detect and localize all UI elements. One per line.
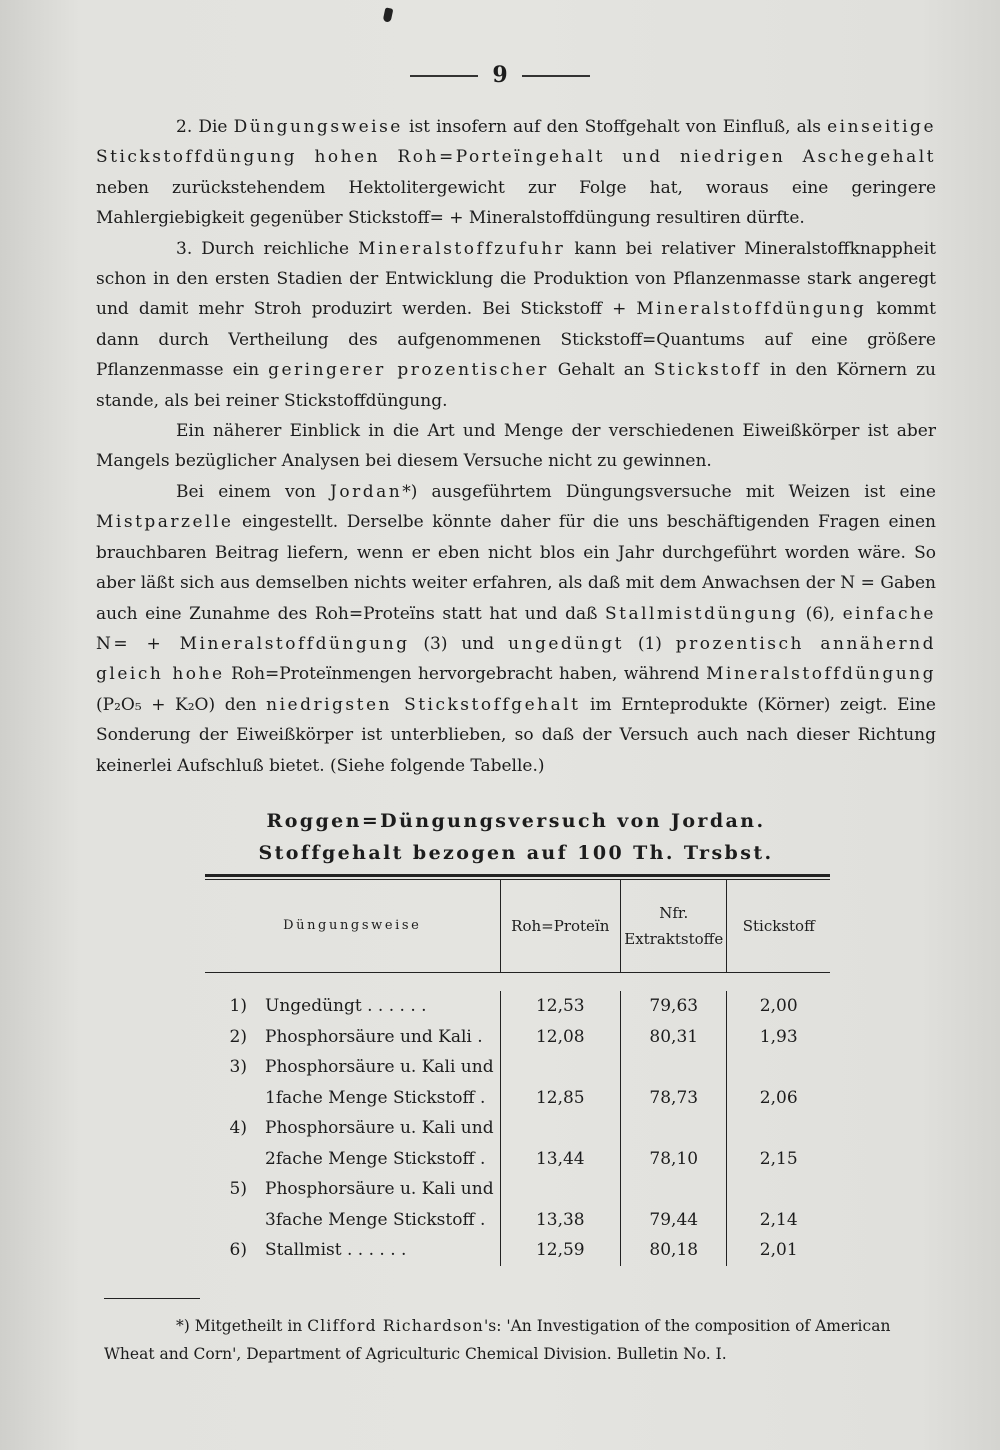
paragraph	[96, 416, 936, 477]
spaced-emphasis: niedrigsten Stickstoffgehalt	[266, 694, 581, 715]
cell-roh-protein: 13,38	[500, 1205, 620, 1236]
row-label: Phosphorsäure u. Kali und	[265, 1179, 494, 1199]
paragraph	[96, 477, 936, 781]
paragraph-text: kann bei relativer Mineralstoffknappheit schon in den ersten Stadien der Entwicklung die Produktion von Pflanzenmasse stark angeregt und damit mehr Stroh produzirt werden. Bei Stickstoff +	[96, 238, 936, 320]
table-body	[205, 973, 830, 1266]
row-number	[205, 1083, 247, 1114]
header-extraktstoffe	[620, 880, 726, 972]
paragraph-text: (1)	[623, 633, 676, 654]
table-row	[205, 1083, 830, 1114]
cell-stickstoff	[726, 1113, 830, 1144]
spaced-emphasis: Mineralstoffdüngung	[706, 664, 936, 685]
table-row	[205, 1144, 830, 1175]
cell-stickstoff: 2,01	[726, 1235, 830, 1266]
paragraph-text: Bei einem von	[176, 481, 331, 502]
table-header-row	[205, 880, 830, 973]
cell-stickstoff: 2,00	[726, 991, 830, 1022]
row-label: Phosphorsäure u. Kali und	[265, 1118, 494, 1138]
paragraph-text: *) ausgeführtem Düngungsversuche mit Weizen ist eine	[402, 481, 936, 502]
footnote-prefix: *) Mitgetheilt in	[176, 1317, 308, 1335]
table-row	[205, 1052, 830, 1083]
paragraph-text: (P₂O₅ + K₂O) den	[96, 694, 267, 715]
page-number-header	[0, 62, 1000, 88]
spaced-emphasis: Jordan	[330, 481, 403, 502]
cell-extraktstoffe: 80,31	[620, 1022, 726, 1053]
table-row	[205, 991, 830, 1022]
body-text	[96, 112, 936, 781]
row-number: 4)	[229, 1118, 247, 1138]
spaced-emphasis: Mineralstoffdüngung	[636, 299, 867, 320]
cell-extraktstoffe: 78,73	[620, 1083, 726, 1114]
paragraph-text: neben zurückstehendem Hektolitergewicht zur Folge hat, woraus eine geringere Mahlergiebigkeit gegenüber Stickstoff= + Mineralstoffdüngung resultiren dürfte.	[96, 177, 936, 229]
footnote-text: 's: 'An Investigation of the composition of American Wheat and Corn', Department of Agriculturic Chemical Division. Bulletin No. I.	[104, 1317, 891, 1363]
header-rule-left	[410, 75, 478, 77]
cell-extraktstoffe	[620, 1113, 726, 1144]
cell-extraktstoffe	[620, 1052, 726, 1083]
header-roh-protein: Roh=Proteïn	[500, 880, 620, 972]
row-number	[205, 1205, 247, 1236]
row-label: Phosphorsäure u. Kali und	[265, 1057, 494, 1077]
paragraph-text: ist insofern auf den Stoffgehalt von Einfluß, als	[402, 117, 828, 137]
spaced-emphasis: einseitige Stickstoffdüngung hohen Roh=Porteïngehalt und niedrigen Aschegehalt	[96, 117, 937, 168]
row-label: 1fache Menge Stickstoff .	[265, 1087, 486, 1108]
row-number: 3)	[229, 1057, 247, 1077]
row-label: Stallmist . . . . . .	[265, 1240, 407, 1260]
row-number: 6)	[229, 1240, 247, 1260]
header-duengungsweise: Düngungsweise	[283, 918, 422, 933]
header-stickstoff: Stickstoff	[726, 880, 830, 972]
header-extraktstoffe-line2: Extraktstoffe	[624, 930, 724, 948]
cell-extraktstoffe: 79,63	[620, 991, 726, 1022]
cell-stickstoff: 2,15	[726, 1144, 830, 1175]
spaced-emphasis: Düngungsweise	[233, 117, 403, 137]
row-label: 2fache Menge Stickstoff .	[265, 1148, 486, 1169]
table-row	[205, 1113, 830, 1144]
row-label: Ungedüngt . . . . . .	[265, 996, 427, 1016]
paragraph-text: kommt dann durch Vertheilung des aufgenommenen Stickstoff=Quantums auf eine größere Pflanzenmasse ein	[96, 299, 937, 381]
page-number: 9	[492, 62, 508, 88]
cell-roh-protein	[500, 1174, 620, 1205]
row-label: Phosphorsäure und Kali .	[265, 1026, 483, 1047]
cell-extraktstoffe: 80,18	[620, 1235, 726, 1266]
header-extraktstoffe-line1: Nfr.	[659, 904, 689, 922]
spaced-emphasis: Stallmistdüngung	[604, 603, 799, 624]
spaced-emphasis: prozentisch annähernd gleich hohe	[96, 633, 936, 685]
row-number	[205, 1144, 247, 1175]
table-row	[205, 1235, 830, 1266]
cell-extraktstoffe: 78,10	[620, 1144, 726, 1175]
spaced-emphasis: geringerer prozentischer	[268, 360, 549, 381]
cell-roh-protein	[500, 1113, 620, 1144]
cell-roh-protein: 12,59	[500, 1235, 620, 1266]
cell-roh-protein: 12,08	[500, 1022, 620, 1053]
cell-stickstoff	[726, 1174, 830, 1205]
row-label: 3fache Menge Stickstoff .	[265, 1209, 486, 1230]
paragraph-text: Ein näherer Einblick in die Art und Menge der verschiedenen Eiweißkörper ist aber Mangels bezüglicher Analysen bei diesem Versuche nicht zu gewinnen.	[96, 421, 936, 472]
row-number: 2)	[229, 1026, 247, 1047]
cell-extraktstoffe	[620, 1174, 726, 1205]
paragraph-text: im Ernteprodukte (Körner) zeigt. Eine Sonderung der Eiweißkörper ist unterblieben, so daß der Versuch auch nach dieser Richtung keinerlei Aufschluß bietet. (Siehe folgende Tabelle.)	[96, 694, 936, 776]
cell-extraktstoffe: 79,44	[620, 1205, 726, 1236]
table-subtitle: Stoffgehalt bezogen auf 100 Th. Trsbst.	[258, 842, 774, 864]
header-rule-right	[522, 75, 590, 77]
paragraph	[96, 112, 936, 234]
paragraph-text: eingestellt. Derselbe könnte daher für die uns beschäftigenden Fragen einen brauchbaren Beitrag liefern, wenn er eben nicht blos ein Jahr durchgeführt worden wäre. So aber läßt sich aus demselben nichts weiter erfahren, als daß mit dem Anwachsen der N = Gaben auch eine Zunahme des Roh=Proteïns statt hat und daß	[96, 512, 936, 624]
spaced-emphasis: einfache N= + Mineralstoffdüngung	[96, 603, 936, 654]
row-number: 5)	[229, 1179, 247, 1199]
results-table	[205, 874, 830, 1266]
paragraph-text: 3. Durch reichliche	[176, 238, 359, 259]
table-row	[205, 1205, 830, 1236]
paragraph-text: 2. Die	[176, 117, 234, 137]
table-row	[205, 1022, 830, 1053]
cell-roh-protein: 13,44	[500, 1144, 620, 1175]
cell-roh-protein: 12,53	[500, 991, 620, 1022]
cell-stickstoff: 2,14	[726, 1205, 830, 1236]
footnote	[104, 1312, 942, 1368]
cell-roh-protein	[500, 1052, 620, 1083]
spaced-emphasis: Mineralstoffzufuhr	[358, 238, 566, 259]
paragraph-text: Roh=Proteïnmengen hervorgebracht haben, während	[224, 664, 707, 685]
cell-stickstoff: 1,93	[726, 1022, 830, 1053]
spaced-emphasis: Mistparzelle	[96, 512, 234, 533]
paragraph-text: (3) und	[409, 633, 509, 654]
cell-stickstoff: 2,06	[726, 1083, 830, 1114]
table-title: Roggen=Düngungsversuch von Jordan.	[266, 810, 766, 832]
ink-mark	[383, 7, 394, 22]
footnote-rule	[104, 1298, 200, 1299]
paragraph-text: (6),	[798, 603, 843, 624]
paragraph-text: in den Körnern zu stande, als bei reiner Stickstoffdüngung.	[96, 360, 936, 411]
footnote-author: Clifford Richardson	[307, 1317, 484, 1335]
cell-roh-protein: 12,85	[500, 1083, 620, 1114]
paragraph-text: Gehalt an	[548, 360, 654, 381]
spaced-emphasis: Stickstoff	[653, 360, 761, 381]
paragraph	[96, 234, 936, 416]
table-row	[205, 1174, 830, 1205]
cell-stickstoff	[726, 1052, 830, 1083]
row-number: 1)	[229, 996, 247, 1016]
spaced-emphasis: ungedüngt	[508, 633, 624, 654]
